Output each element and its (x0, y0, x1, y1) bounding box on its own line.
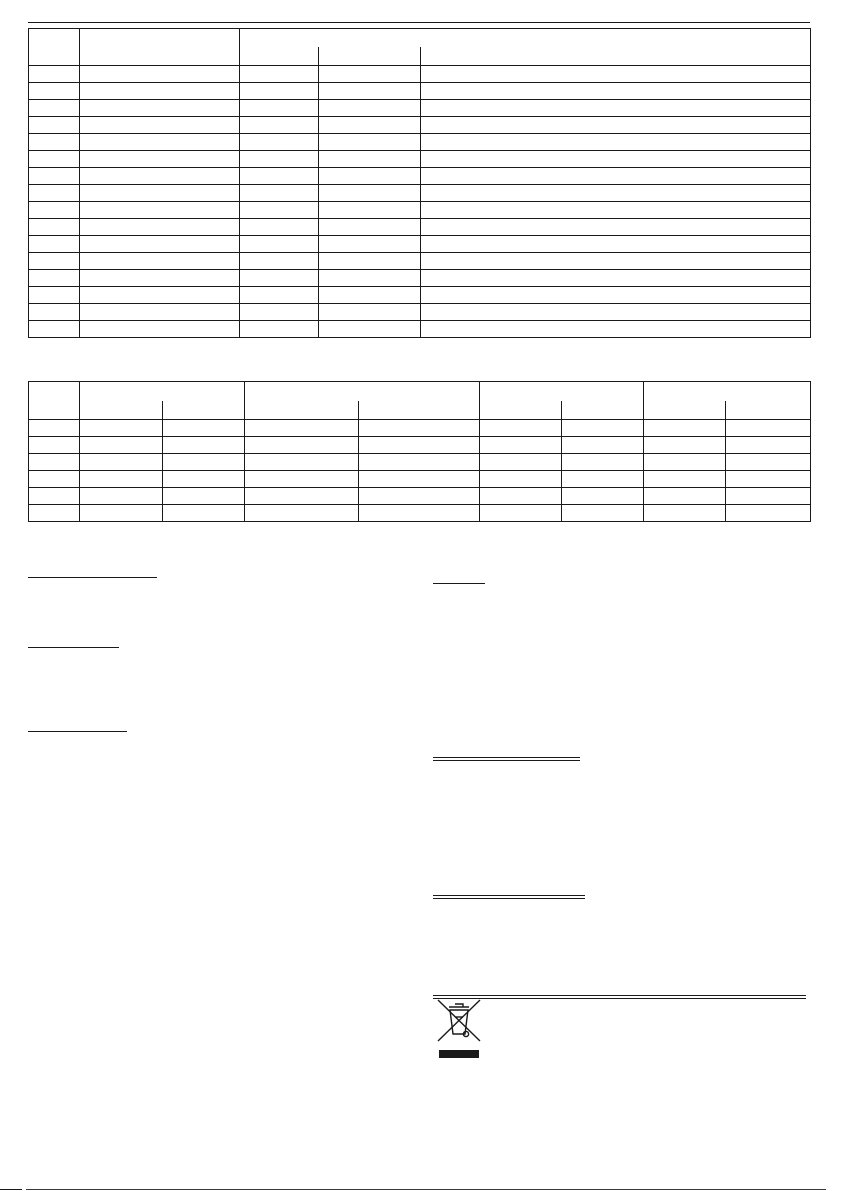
table-2-cell (163, 437, 245, 454)
table-2-cell (29, 420, 80, 437)
table-1-cell (29, 100, 80, 117)
table-1-cell (421, 151, 811, 168)
table-1-cell (240, 134, 319, 151)
table-1-cell (421, 270, 811, 287)
table-2-cell (80, 471, 163, 488)
table-1-cell (29, 219, 80, 236)
table-1-cell (240, 321, 319, 338)
table-1-cell (319, 134, 421, 151)
table-1-cell (421, 100, 811, 117)
table-1-row (29, 100, 811, 117)
table-1-row (29, 134, 811, 151)
table-1-cell (80, 66, 240, 83)
table-2-cell (726, 420, 811, 437)
table-2-row (29, 488, 811, 505)
table-2-header-group-1 (80, 382, 245, 402)
table-1-cell (29, 83, 80, 100)
table-2-header-group-2 (245, 382, 480, 402)
table-1-cell (80, 321, 240, 338)
table-1-cell (421, 304, 811, 321)
table-2-cell (163, 488, 245, 505)
table-1-row (29, 117, 811, 134)
table-1-cell (240, 66, 319, 83)
table-1-cell (421, 253, 811, 270)
table-1-cell (80, 270, 240, 287)
right-section-2-heading-underline-2 (433, 760, 580, 761)
table-1-cell (319, 185, 421, 202)
table-1-cell (80, 304, 240, 321)
table-1-header-name (80, 29, 240, 66)
table-1-cell (421, 168, 811, 185)
table-1-cell (319, 66, 421, 83)
table-1-cell (80, 236, 240, 253)
table-2-cell (163, 471, 245, 488)
table-1-cell (319, 219, 421, 236)
table-2-cell (726, 505, 811, 522)
table-2-cell (163, 420, 245, 437)
table-1-header-no (29, 29, 80, 66)
left-section-2-heading-underline (28, 647, 119, 648)
table-2-header-sub-4 (359, 401, 480, 420)
table-1-cell (319, 117, 421, 134)
crossed-out-wheelie-bin-icon (435, 997, 483, 1059)
table-1-row (29, 185, 811, 202)
table-1-cell (80, 117, 240, 134)
table-1-cell (240, 151, 319, 168)
table-2-cell (726, 437, 811, 454)
table-1-cell (240, 236, 319, 253)
table-1-cell (319, 202, 421, 219)
table-1-header-sub-a (240, 47, 319, 66)
table-1-row (29, 287, 811, 304)
table-1-row (29, 66, 811, 83)
table-1-cell (240, 287, 319, 304)
table-2-row (29, 437, 811, 454)
table-2-header-sub-3 (245, 401, 359, 420)
table-2-cell (163, 454, 245, 471)
table-2-cell (29, 471, 80, 488)
table-1-cell (240, 253, 319, 270)
table-1-cell (240, 168, 319, 185)
right-section-2-heading-underline (433, 757, 580, 758)
table-2-cell (644, 505, 726, 522)
table-1-cell (421, 321, 811, 338)
table-1-row (29, 168, 811, 185)
table-2-cell (644, 420, 726, 437)
table-2-cell (480, 454, 562, 471)
table-2-cell (245, 488, 359, 505)
table-1-row (29, 151, 811, 168)
table-2-cell (80, 437, 163, 454)
table-2-cell (480, 437, 562, 454)
table-2-cell (80, 488, 163, 505)
table-2-cell (480, 505, 562, 522)
table-2-header-sub-5 (480, 401, 562, 420)
table-2-cell (29, 454, 80, 471)
table-1-cell (319, 168, 421, 185)
table-1-cell (421, 219, 811, 236)
table-2-cell (29, 488, 80, 505)
table-2-cell (163, 505, 245, 522)
table-2-cell (644, 471, 726, 488)
table-1-cell (240, 219, 319, 236)
table-2-cell (245, 454, 359, 471)
table-1-cell (240, 83, 319, 100)
weee-top-rule-2 (433, 998, 806, 999)
table-2-cell (562, 488, 644, 505)
table-1-cell (80, 202, 240, 219)
table-1-cell (29, 321, 80, 338)
table-2-cell (726, 454, 811, 471)
top-rule (28, 22, 810, 23)
table-2-cell (245, 437, 359, 454)
table-2-header-sub-1 (80, 401, 163, 420)
table-1-cell (29, 66, 80, 83)
table-2-cell (644, 454, 726, 471)
table-2-cell (562, 505, 644, 522)
table-2-cell (726, 471, 811, 488)
table-2-cell (80, 505, 163, 522)
table-1-cell (80, 287, 240, 304)
table-1-cell (319, 100, 421, 117)
table-1-cell (240, 270, 319, 287)
table-2-cell (245, 471, 359, 488)
table-1-cell (29, 185, 80, 202)
table-2-row (29, 471, 811, 488)
left-section-3-heading-underline (28, 731, 127, 732)
table-2-cell (359, 437, 480, 454)
table-1-cell (240, 185, 319, 202)
bottom-right-mark (26, 1189, 826, 1190)
table-1-cell (421, 66, 811, 83)
table-1-cell (421, 202, 811, 219)
table-2-header-no (29, 382, 80, 420)
table-2-cell (562, 454, 644, 471)
table-1-cell (80, 185, 240, 202)
table-1-header-sub-b (319, 47, 421, 66)
table-1-row (29, 236, 811, 253)
table-1-cell (319, 83, 421, 100)
table-1-header-sub-c (421, 47, 811, 66)
right-section-3-heading-underline (433, 895, 585, 896)
table-1-cell (319, 304, 421, 321)
table-1-cell (80, 168, 240, 185)
table-1-cell (240, 100, 319, 117)
table-2-cell (359, 505, 480, 522)
table-2-cell (359, 488, 480, 505)
bottom-left-mark (0, 1189, 22, 1190)
table-2-row (29, 505, 811, 522)
table-1-cell (240, 304, 319, 321)
table-2-cell (644, 437, 726, 454)
table-1-row (29, 202, 811, 219)
table-1-cell (319, 151, 421, 168)
settings-table (28, 381, 811, 522)
table-1-cell (80, 151, 240, 168)
table-1-row (29, 219, 811, 236)
table-2-cell (359, 471, 480, 488)
table-1-cell (319, 287, 421, 304)
right-section-1-heading-underline (433, 583, 485, 584)
weee-top-rule (433, 995, 806, 996)
table-2-row (29, 454, 811, 471)
table-1-cell (319, 270, 421, 287)
table-2-cell (80, 454, 163, 471)
table-1-cell (421, 117, 811, 134)
table-2-header-sub-6 (562, 401, 644, 420)
table-1-cell (80, 219, 240, 236)
table-1-cell (421, 287, 811, 304)
table-2-header-sub-2 (163, 401, 245, 420)
table-2-header-sub-8 (726, 401, 811, 420)
table-1-cell (319, 253, 421, 270)
table-1-cell (240, 117, 319, 134)
left-section-1-heading-underline (28, 577, 157, 578)
table-2-cell (726, 488, 811, 505)
parameter-table (28, 28, 811, 338)
table-2-cell (80, 420, 163, 437)
table-1-row (29, 253, 811, 270)
table-2-cell (359, 454, 480, 471)
right-section-3-heading-underline-2 (433, 898, 585, 899)
table-2-cell (562, 471, 644, 488)
table-1-header-group (240, 29, 811, 48)
table-1-row (29, 321, 811, 338)
table-1-cell (319, 321, 421, 338)
table-2-cell (29, 505, 80, 522)
table-1-cell (421, 185, 811, 202)
table-1-cell (421, 83, 811, 100)
table-2-cell (29, 437, 80, 454)
table-2-cell (245, 505, 359, 522)
table-2-cell (480, 471, 562, 488)
table-2-header-sub-7 (644, 401, 726, 420)
table-2-cell (359, 420, 480, 437)
table-2-cell (562, 420, 644, 437)
table-1-cell (29, 134, 80, 151)
table-1-cell (29, 304, 80, 321)
table-1-row (29, 304, 811, 321)
table-1-row (29, 270, 811, 287)
table-1-cell (80, 253, 240, 270)
table-1-cell (29, 287, 80, 304)
table-2-cell (480, 420, 562, 437)
table-2-header-group-4 (644, 382, 811, 402)
table-1-cell (29, 168, 80, 185)
table-1-cell (80, 83, 240, 100)
table-1-cell (29, 202, 80, 219)
table-1-cell (80, 134, 240, 151)
table-1-cell (240, 202, 319, 219)
table-1-cell (421, 134, 811, 151)
table-1-cell (29, 270, 80, 287)
table-2-cell (245, 420, 359, 437)
table-2-row (29, 420, 811, 437)
table-1-cell (29, 236, 80, 253)
table-2-cell (644, 488, 726, 505)
table-1-cell (29, 117, 80, 134)
table-2-header-group-3 (480, 382, 644, 402)
table-1-cell (29, 253, 80, 270)
table-1-cell (80, 100, 240, 117)
table-1-cell (421, 236, 811, 253)
table-2-cell (562, 437, 644, 454)
weee-disposal-notice (433, 995, 806, 1065)
table-1-row (29, 83, 811, 100)
table-1-cell (319, 236, 421, 253)
table-1-cell (29, 151, 80, 168)
table-2-cell (480, 488, 562, 505)
